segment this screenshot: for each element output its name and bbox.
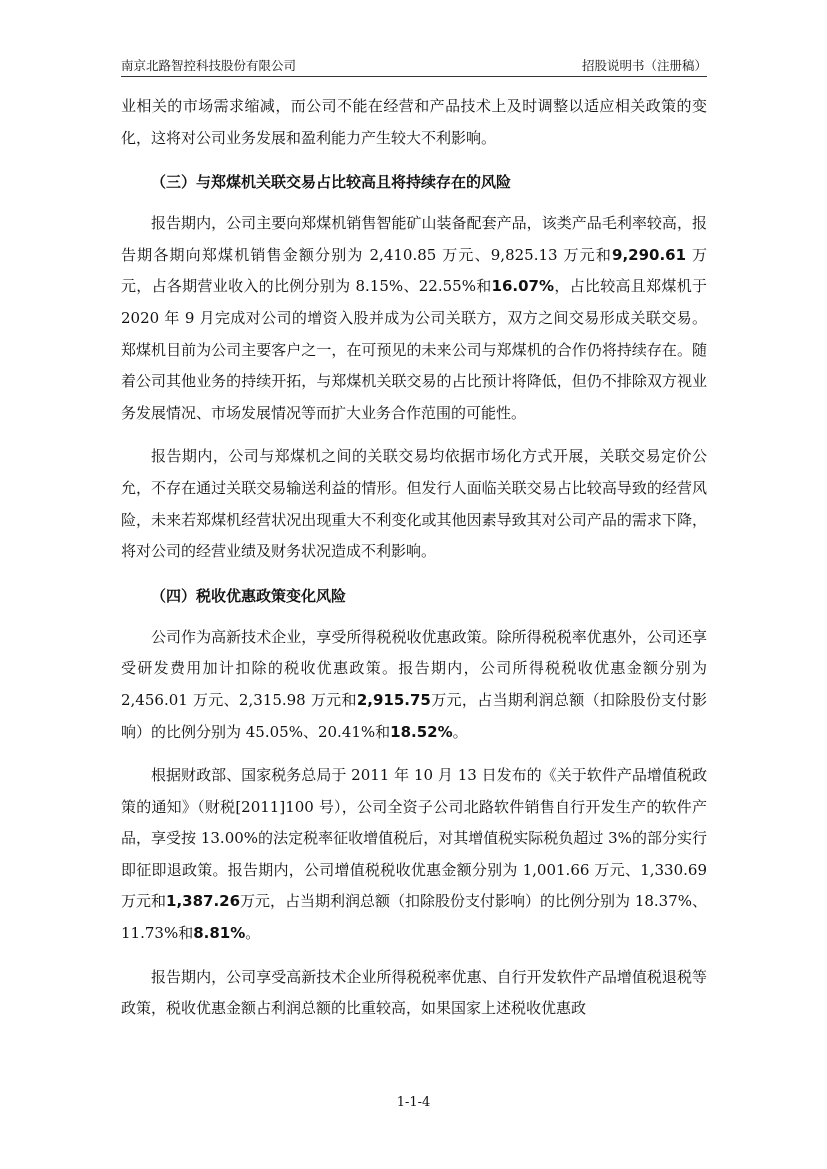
- bold-figure: 8.81%: [193, 924, 246, 943]
- document-type: 招股说明书（注册稿）: [581, 58, 707, 73]
- page-header: [121, 56, 707, 77]
- bold-figure: 9,290.61: [612, 245, 687, 264]
- bold-figure: 2,915.75: [356, 690, 431, 709]
- paragraph-tax-dependence: 报告期内，公司享受高新技术企业所得税税率优惠、自行开发软件产品增值税退税等政策，税收优惠金额占利润总额的比重较高，如果国家上述税收优惠政: [121, 967, 707, 1018]
- paragraph-vat-policy: 根据财政部、国家税务总局于 2011 年 10 月 13 日发布的《关于软件产品增值税政策的通知》（财税[2011]100 号），公司全资子公司北路软件销售自行开发生产的软件产品，享受按 13.00%的法定税率征收增值税后，对其增值税实际税负超过 3%的部分实行即征即退政策。报告期内，公司增值税税收优惠金额分别为 1,001.66 万元、1,330.69 万元和1,387.26万元，占当期利润总额（扣除股份支付影响）的比例分别为 18.37%、11.73%和8.81%。: [121, 766, 708, 943]
- page-number: 1-1-4: [396, 1095, 431, 1110]
- paragraph-continued: 业相关的市场需求缩减，而公司不能在经营和产品技术上及时调整以适应相关政策的变化，这将对公司业务发展和盈利能力产生较大不利影响。: [121, 97, 707, 147]
- paragraph-income-tax: 公司作为高新技术企业，享受所得税税收优惠政策。除所得税税率优惠外，公司还享受研发费用加计扣除的税收优惠政策。报告期内，公司所得税税收优惠金额分别为 2,456.01 万元、2,315.98 万元和2,915.75万元，占当期利润总额（扣除股份支付影响）的比例分别为 45.05%、20.41%和18.52%。: [121, 627, 707, 741]
- bold-figure: 16.07%: [491, 277, 555, 296]
- page-body: [121, 91, 707, 1037]
- bold-figure: 18.52%: [390, 722, 453, 741]
- paragraph-related-transactions-risk: 报告期内，公司与郑煤机之间的关联交易均依据市场化方式开展，关联交易定价公允，不存在通过关联交易输送利益的情形。但发行人面临关联交易占比较高导致的经营风险，未来若郑煤机经营状况出现重大不利变化或其他因素导致其对公司产品的需求下降，将对公司的经营业绩及财务状况造成不利影响。: [121, 447, 707, 561]
- paragraph-related-transactions: 报告期内，公司主要向郑煤机销售智能矿山装备配套产品，该类产品毛利率较高，报告期各期向郑煤机销售金额分别为 2,410.85 万元、9,825.13 万元和9,290.61 万元，占各期营业收入的比例分别为 8.15%、22.55%和16.07%，占比较高且郑煤机于 2020 年 9 月完成对公司的增资入股并成为公司关联方，双方之间交易形成关联交易。郑煤机目前为公司主要客户之一，在可预见的未来公司与郑煤机的合作仍将持续存在。随着公司其他业务的持续开拓，与郑煤机关联交易的占比预计将降低，但仍不排除双方视业务发展情况、市场发展情况等而扩大业务合作范围的可能性。: [121, 214, 707, 422]
- bold-figure: 1,387.26: [166, 892, 241, 911]
- section-heading-4: （四）税收优惠政策变化风险: [151, 586, 347, 605]
- section-heading-3: （三）与郑煤机关联交易占比较高且将持续存在的风险: [151, 173, 512, 192]
- company-name: 南京北路智控科技股份有限公司: [121, 58, 297, 73]
